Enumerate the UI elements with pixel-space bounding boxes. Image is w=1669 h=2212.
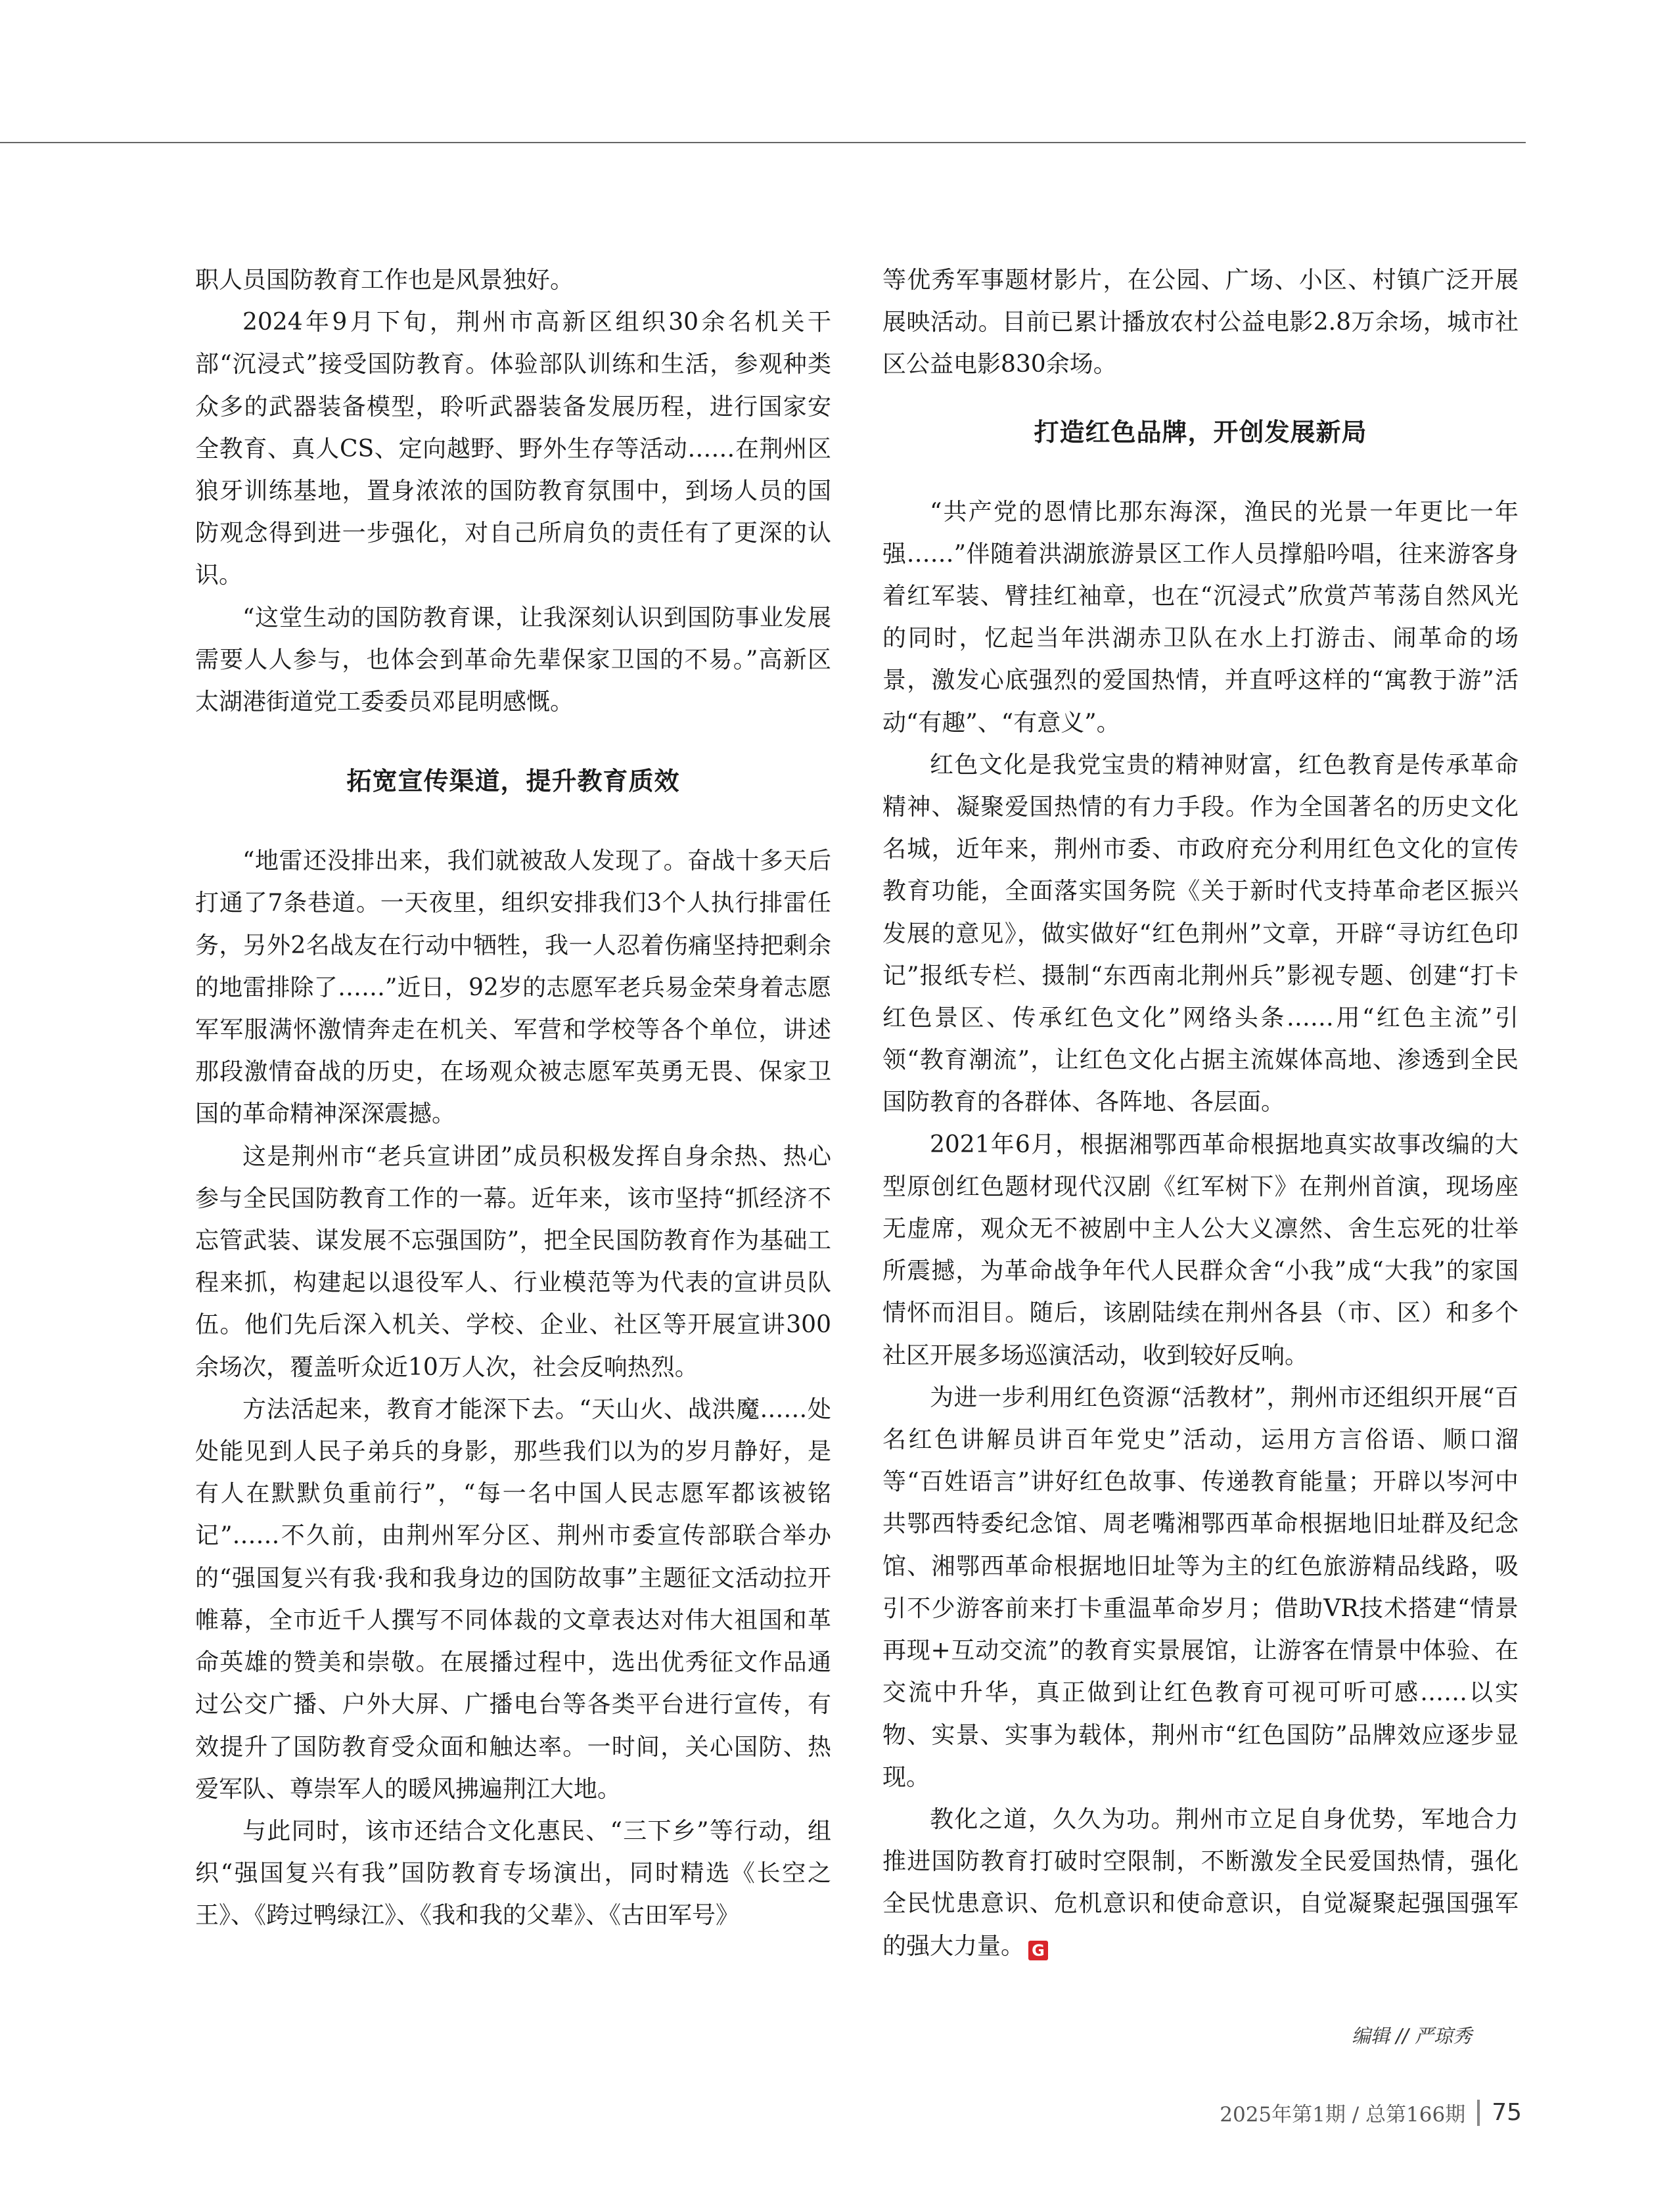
paragraph: 与此同时，该市还结合文化惠民、“三下乡”等行动，组织“强国复兴有我”国防教育专场演出，同时精选《长空之王》、《跨过鸭绿江》、《我和我的父辈》、《古田军号》 [195, 1817, 831, 1930]
page-number: 75 [1492, 2099, 1522, 2126]
paragraph: 职人员国防教育工作也是风景独好。 [195, 267, 574, 294]
header-rule [0, 142, 1526, 143]
paragraph: “这堂生动的国防教育课，让我深刻认识到国防事业发展需要人人参与，也体会到革命先辈保家卫国的不易。”高新区太湖港街道党工委委员邓昆明感慨。 [195, 604, 831, 716]
paragraph: 2021年6月，根据湘鄂西革命根据地真实故事改编的大型原创红色题材现代汉剧《红军树下》在荆州首演，现场座无虚席，观众无不被剧中主人公大义凛然、舍生忘死的壮举所震撼，为革命战争年代人民群众舍“小我”成“大我”的家国情怀而泪目。随后，该剧陆续在荆州各县（市、区）和多个社区开展多场巡演活动，收到较好反响。 [882, 1131, 1519, 1369]
page-footer [1220, 2098, 1522, 2127]
paragraph: 方法活起来，教育才能深下去。“天山火、战洪魔……处处能见到人民子弟兵的身影，那些我们以为的岁月静好，是有人在默默负重前行”，“每一名中国人民志愿军都该被铭记”……不久前，由荆州军分区、荆州市委宣传部联合举办的“强国复兴有我·我和我身边的国防故事”主题征文活动拉开帷幕，全市近千人撰写不同体裁的文章表达对伟大祖国和革命英雄的赞美和崇敬。在展播过程中，选出优秀征文作品通过公交广播、户外大屏、广播电台等各类平台进行宣传，有效提升了国防教育受众面和触达率。一时间，关心国防、热爱军队、尊崇军人的暖风拂遍荆江大地。 [195, 1395, 831, 1803]
issue-info: 2025年第1期 / 总第166期 [1220, 2103, 1466, 2127]
paragraph: “共产党的恩情比那东海深，渔民的光景一年更比一年强……”伴随着洪湖旅游景区工作人员撑船吟唱，往来游客身着红军装、臂挂红袖章，也在“沉浸式”欣赏芦苇荡自然风光的同时，忆起当年洪湖赤卫队在水上打游击、闹革命的场景，激发心底强烈的爱国热情，并直呼这样的“寓教于游”活动“有趣”、“有意义”。 [882, 498, 1519, 736]
paragraph: “地雷还没排出来，我们就被敌人发现了。奋战十多天后打通了7条巷道。一天夜里，组织安排我们3个人执行排雷任务，另外2名战友在行动中牺牲，我一人忍着伤痛坚持把剩余的地雷排除了……”近日，92岁的志愿军老兵易金荣身着志愿军军服满怀激情奔走在机关、军营和学校等各个单位，讲述那段激情奋战的历史，在场观众被志愿军英勇无畏、保家卫国的革命精神深深震撼。 [195, 847, 831, 1128]
paragraph: 为进一步利用红色资源“活教材”，荆州市还组织开展“百名红色讲解员讲百年党史”活动，运用方言俗语、顺口溜等“百姓语言”讲好红色故事、传递教育能量；开辟以岑河中共鄂西特委纪念馆、周老嘴湘鄂西革命根据地旧址群及纪念馆、湘鄂西革命根据地旧址等为主的红色旅游精品线路，吸引不少游客前来打卡重温革命岁月；借助VR技术搭建“情景再现+互动交流”的教育实景展馆，让游客在情景中体验、在交流中升华，真正做到让红色教育可视可听可感……以实物、实景、实事为载体，荆州市“红色国防”品牌效应逐步显现。 [882, 1384, 1519, 1791]
end-mark-icon: G [1028, 1941, 1048, 1960]
article-column-left [195, 260, 831, 1937]
editor-credit: 编辑 // 严琼秀 [1352, 2025, 1472, 2047]
footer-divider [1477, 2100, 1480, 2126]
paragraph: 红色文化是我党宝贵的精神财富，红色教育是传承革命精神、凝聚爱国热情的有力手段。作为全国著名的历史文化名城，近年来，荆州市委、市政府充分利用红色文化的宣传教育功能，全面落实国务院《关于新时代支持革命老区振兴发展的意见》，做实做好“红色荆州”文章，开辟“寻访红色印记”报纸专栏、摄制“东西南北荆州兵”影视专题、创建“打卡红色景区、传承红色文化”网络头条……用“红色主流”引领“教育潮流”，让红色文化占据主流媒体高地、渗透到全民国防教育的各群体、各阵地、各层面。 [882, 751, 1519, 1116]
paragraph-text: 教化之道，久久为功。荆州市立足自身优势，军地合力推进国防教育打破时空限制，不断激发全民爱国热情，强化全民忧患意识、危机意识和使命意识，自觉凝聚起强国强军的强大力量。 [882, 1805, 1519, 1960]
section-heading: 打造红色品牌，开创发展新局 [1034, 417, 1367, 447]
paragraph [882, 1799, 1519, 1968]
paragraph: 这是荆州市“老兵宣讲团”成员积极发挥自身余热、热心参与全民国防教育工作的一幕。近年来，该市坚持“抓经济不忘管武装、谋发展不忘强国防”，把全民国防教育作为基础工程来抓，构建起以退役军人、行业模范等为代表的宣讲员队伍。他们先后深入机关、学校、企业、社区等开展宣讲300余场次，覆盖听众近10万人次，社会反响热烈。 [195, 1142, 831, 1381]
section-heading: 拓宽宣传渠道，提升教育质效 [346, 767, 680, 796]
article-column-right [882, 260, 1519, 1968]
paragraph: 2024年9月下旬，荆州市高新区组织30余名机关干部“沉浸式”接受国防教育。体验部队训练和生活，参观种类众多的武器装备模型，聆听武器装备发展历程，进行国家安全教育、真人CS、定向越野、野外生存等活动……在荆州区狼牙训练基地，置身浓浓的国防教育氛围中，到场人员的国防观念得到进一步强化，对自己所肩负的责任有了更深的认识。 [195, 309, 831, 589]
paragraph: 等优秀军事题材影片，在公园、广场、小区、村镇广泛开展展映活动。目前已累计播放农村公益电影2.8万余场，城市社区公益电影830余场。 [882, 267, 1519, 378]
